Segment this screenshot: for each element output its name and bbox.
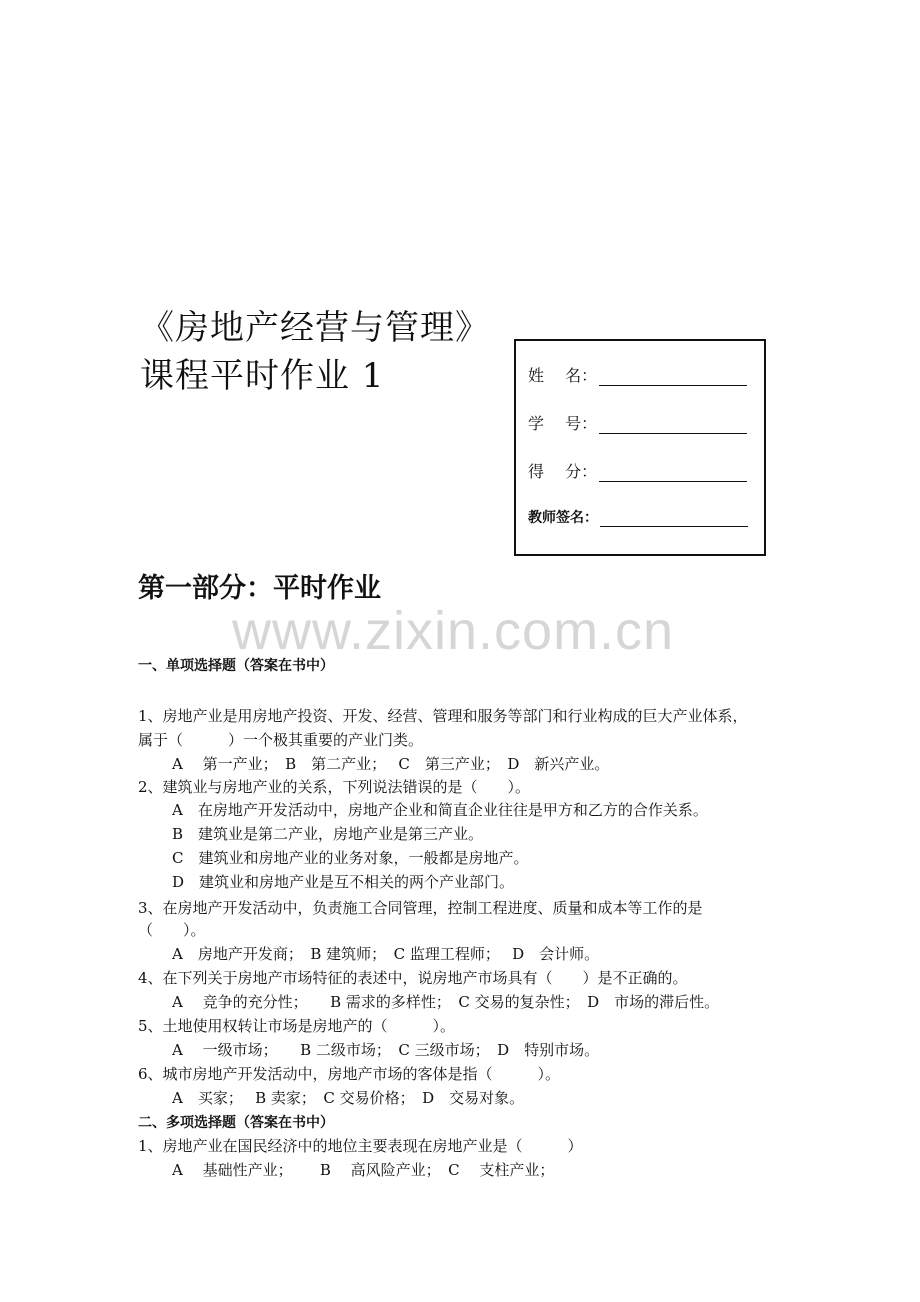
question-2-option-c: C 建筑业和房地产业的业务对象，一般都是房地产。 xyxy=(172,849,529,867)
score-field xyxy=(528,459,747,482)
score-blank xyxy=(599,463,747,482)
teacher-signature-field xyxy=(528,507,748,527)
question-6: 6、城市房地产开发活动中，房地产市场的客体是指（ ）。 xyxy=(138,1065,561,1083)
question-6-options: A 买家； B 卖家； C 交易价格； D 交易对象。 xyxy=(172,1089,525,1107)
question-3-line-1: 3、在房地产开发活动中，负责施工合同管理，控制工程进度、质量和成本等工作的是 xyxy=(138,899,703,917)
question-3-line-2: （ ）。 xyxy=(138,921,206,939)
question-1-line-1: 1、房地产业是用房地产投资、开发、经营、管理和服务等部门和行业构成的巨大产业体系， xyxy=(138,707,748,725)
question-2-option-a: A 在房地产开发活动中，房地产企业和简直企业往往是甲方和乙方的合作关系。 xyxy=(172,801,708,819)
multi-question-1-options: A 基础性产业； B 高风险产业； C 支柱产业； xyxy=(172,1161,555,1179)
student-id-label: 学 号： xyxy=(528,414,598,433)
question-4-options: A 竞争的充分性； B 需求的多样性； C 交易的复杂性； D 市场的滞后性。 xyxy=(172,993,720,1011)
question-2: 2、建筑业与房地产业的关系，下列说法错误的是（ ）。 xyxy=(138,778,531,796)
student-id-blank xyxy=(599,415,747,434)
question-1-line-2: 属于（ ）一个极其重要的产业门类。 xyxy=(138,731,424,749)
single-choice-header: 一、单项选择题（答案在书中） xyxy=(138,658,334,674)
name-label: 姓 名： xyxy=(528,366,598,385)
name-field xyxy=(528,363,747,386)
student-info-box xyxy=(514,339,766,556)
assignment-title: 课程平时作业 1 xyxy=(140,356,385,396)
question-4: 4、在下列关于房地产市场特征的表述中，说房地产市场具有（ ）是不正确的。 xyxy=(138,969,688,987)
question-5: 5、土地使用权转让市场是房地产的（ ）。 xyxy=(138,1017,456,1035)
course-title: 《房地产经营与管理》 xyxy=(140,308,490,348)
multi-question-1: 1、房地产业在国民经济中的地位主要表现在房地产业是（ ） xyxy=(138,1137,583,1155)
score-label: 得 分： xyxy=(528,462,598,481)
watermark: www.zixin.com.cn xyxy=(232,601,675,661)
teacher-signature-label: 教师签名： xyxy=(528,510,598,526)
teacher-signature-blank xyxy=(600,508,748,527)
name-blank xyxy=(599,367,747,386)
multi-choice-header: 二、多项选择题（答案在书中） xyxy=(138,1115,334,1131)
question-2-option-d: D 建筑业和房地产业是互不相关的两个产业部门。 xyxy=(172,873,515,891)
question-1-options: A 第一产业； B 第二产业； C 第三产业； D 新兴产业。 xyxy=(172,755,610,773)
student-id-field xyxy=(528,411,747,434)
section-title: 第一部分：平时作业 xyxy=(138,573,381,604)
question-5-options: A 一级市场； B 二级市场； C 三级市场； D 特别市场。 xyxy=(172,1041,600,1059)
question-3-options: A 房地产开发商； B 建筑师； C 监理工程师； D 会计师。 xyxy=(172,945,600,963)
question-2-option-b: B 建筑业是第二产业，房地产业是第三产业。 xyxy=(172,825,484,843)
